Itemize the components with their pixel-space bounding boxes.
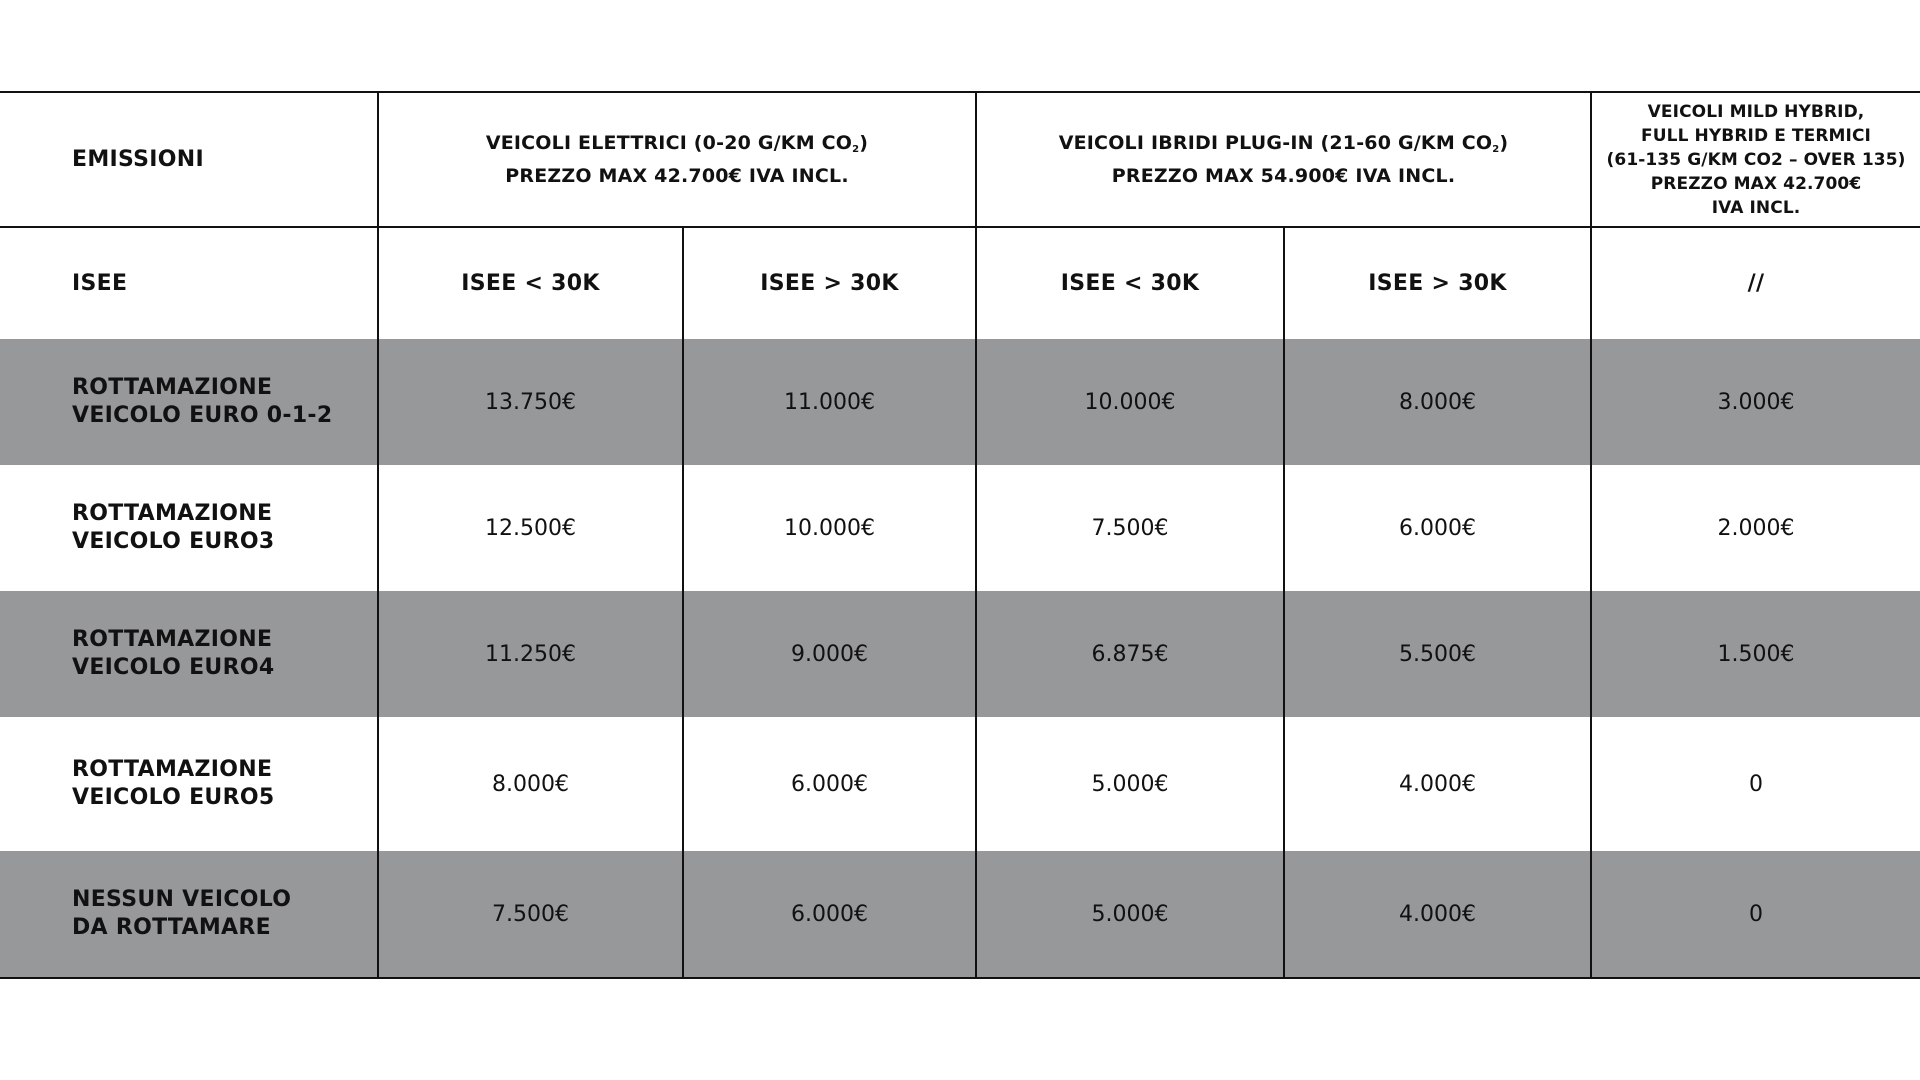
mild-line1: VEICOLI MILD HYBRID,	[1647, 101, 1865, 122]
value-cell: 1.500€	[1591, 591, 1920, 717]
table-row	[0, 339, 1920, 465]
isee-cell: //	[1591, 227, 1920, 339]
isee-row	[0, 227, 1920, 339]
value-cell: 5.000€	[976, 717, 1284, 851]
mild-line2: FULL HYBRID E TERMICI	[1641, 125, 1871, 146]
value-cell: 5.000€	[976, 851, 1284, 978]
value-cell: 12.500€	[378, 465, 683, 591]
isee-cell: ISEE > 30K	[1284, 227, 1591, 339]
value-cell: 3.000€	[1591, 339, 1920, 465]
value-cell: 11.000€	[683, 339, 976, 465]
row-label: ROTTAMAZIONE VEICOLO EURO4	[0, 591, 378, 717]
incentives-table-container	[0, 91, 1920, 979]
ibridi-title: VEICOLI IBRIDI PLUG-IN (21-60 G/KM $CO_2$)	[1058, 131, 1509, 155]
value-cell: 4.000€	[1284, 851, 1591, 978]
row-label: ROTTAMAZIONE VEICOLO EURO 0-1-2	[0, 339, 378, 465]
isee-cell: ISEE > 30K	[683, 227, 976, 339]
value-cell: 11.250€	[378, 591, 683, 717]
value-cell: 0	[1591, 851, 1920, 978]
value-cell: 6.000€	[683, 717, 976, 851]
isee-label: ISEE	[72, 270, 128, 296]
value-cell: 4.000€	[1284, 717, 1591, 851]
elettrici-title: VEICOLI ELETTRICI (0-20 G/KM $CO_2$)	[485, 131, 869, 155]
value-cell: 0	[1591, 717, 1920, 851]
header-row	[0, 92, 1920, 227]
emissioni-label: EMISSIONI	[72, 146, 204, 172]
row-label: ROTTAMAZIONE VEICOLO EURO5	[72, 757, 275, 810]
value-cell: 9.000€	[683, 591, 976, 717]
isee-cell: ISEE < 30K	[378, 227, 683, 339]
header-elettrici-cell	[378, 92, 976, 227]
header-mild-cell	[1591, 92, 1920, 227]
table-row	[0, 465, 1920, 591]
header-ibridi-cell	[976, 92, 1591, 227]
value-cell: 6.875€	[976, 591, 1284, 717]
mild-line4: PREZZO MAX 42.700€	[1650, 173, 1862, 194]
value-cell: 8.000€	[378, 717, 683, 851]
value-cell: 7.500€	[378, 851, 683, 978]
ibridi-price: PREZZO MAX 54.900€ IVA INCL.	[1111, 164, 1456, 187]
isee-label-cell	[0, 227, 378, 339]
value-cell: 8.000€	[1284, 339, 1591, 465]
mild-line3: (61-135 G/KM CO2 – OVER 135)	[1606, 149, 1906, 170]
value-cell: 5.500€	[1284, 591, 1591, 717]
value-cell: 6.000€	[683, 851, 976, 978]
value-cell: 6.000€	[1284, 465, 1591, 591]
value-cell: 7.500€	[976, 465, 1284, 591]
table-row	[0, 717, 1920, 851]
incentives-table	[0, 91, 1920, 979]
mild-line5: IVA INCL.	[1711, 197, 1801, 218]
row-label: ROTTAMAZIONE VEICOLO EURO3	[72, 501, 275, 554]
elettrici-price: PREZZO MAX 42.700€ IVA INCL.	[505, 164, 849, 187]
header-emissioni-cell	[0, 92, 378, 227]
table-row	[0, 591, 1920, 717]
value-cell: 13.750€	[378, 339, 683, 465]
value-cell: 10.000€	[976, 339, 1284, 465]
isee-cell: ISEE < 30K	[976, 227, 1284, 339]
table-row	[0, 851, 1920, 978]
value-cell: 10.000€	[683, 465, 976, 591]
row-label: NESSUN VEICOLO DA ROTTAMARE	[0, 851, 378, 978]
value-cell: 2.000€	[1591, 465, 1920, 591]
